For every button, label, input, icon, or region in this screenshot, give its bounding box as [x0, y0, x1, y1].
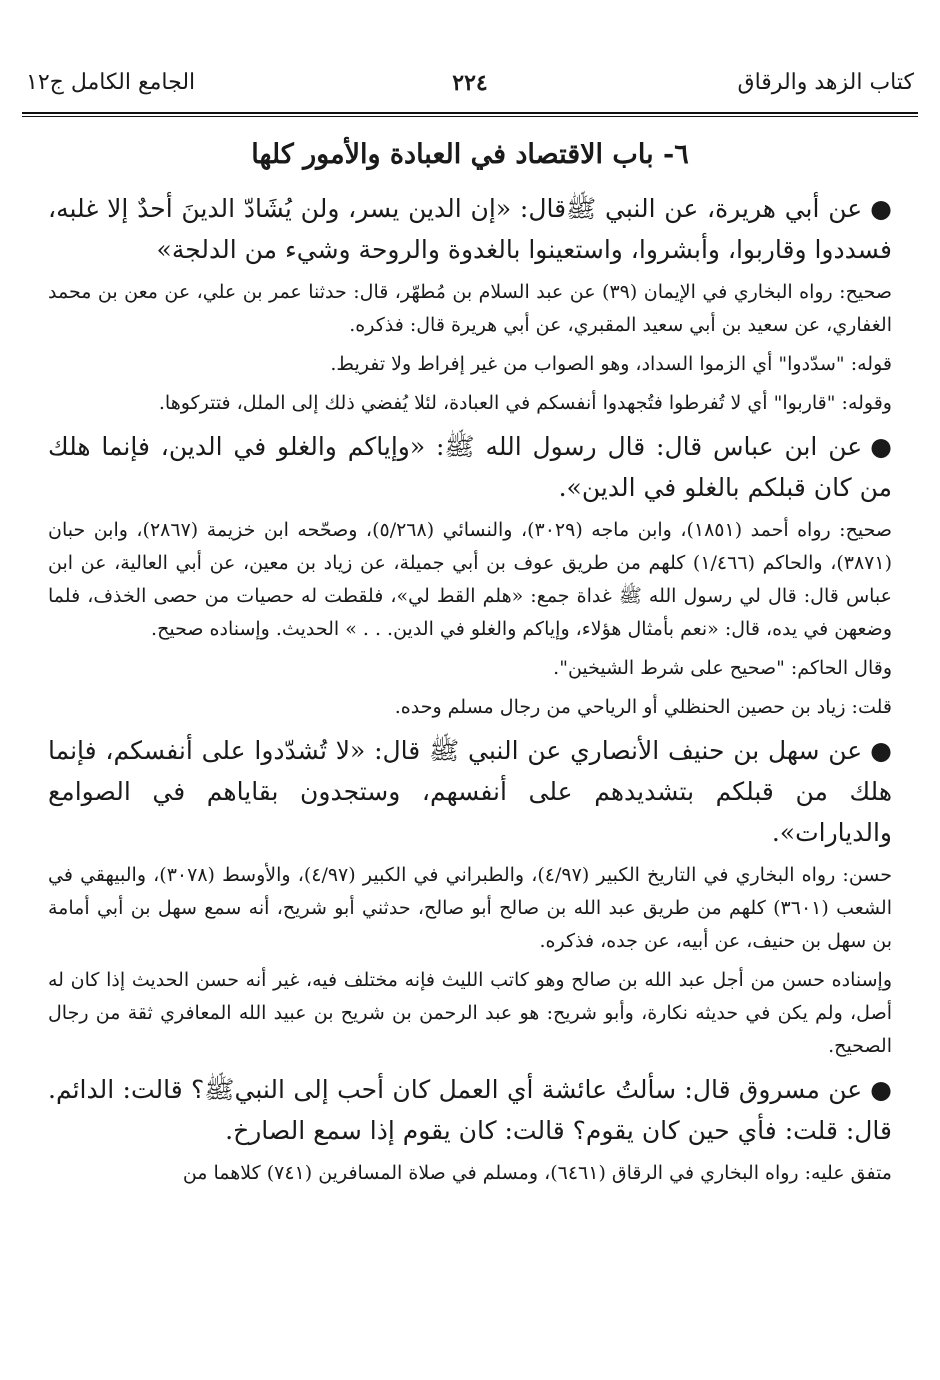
running-header: [26, 66, 914, 110]
hadith-paragraph: [48, 730, 892, 853]
paragraph-list: [48, 188, 892, 1190]
paragraph-text: عن أبي هريرة، عن النبي ﷺقال: «إن الدين يسر، ولن يُشَادّ الدينَ أحدٌ إلا غلبه، فسددوا وقاربوا، وأبشروا، واستعينوا بالغدوة والروحة وشيء من الدلجة»: [48, 194, 892, 264]
bullet-icon: ●: [870, 432, 892, 461]
commentary-paragraph: [48, 652, 892, 685]
commentary-paragraph: [48, 276, 892, 342]
paragraph-text: عن ابن عباس قال: قال رسول الله ﷺ: «وإياكم والغلو في الدين، فإنما هلك من كان قبلكم بالغلو في الدين».: [48, 432, 892, 502]
paragraph-text: عن سهل بن حنيف الأنصاري عن النبي ﷺ قال: «لا تُشدّدوا على أنفسكم، فإنما هلك من قبلكم بتشديدهم على أنفسهم، وستجدون بقاياهم في الصوامع والديارات».: [48, 736, 892, 847]
commentary-paragraph: [48, 859, 892, 958]
bullet-icon: ●: [870, 1075, 892, 1104]
commentary-paragraph: [48, 348, 892, 381]
header-volume: الجامع الكامل ج١٢: [26, 70, 196, 95]
paragraph-text: قوله: "سدّدوا" أي الزموا السداد، وهو الصواب من غير إفراط ولا تفريط.: [330, 353, 892, 375]
paragraph-text: عن مسروق قال: سألتُ عائشة أي العمل كان أحب إلى النبيﷺ؟ قالت: الدائم. قال: قلت: فأي حين كان يقوم؟ قالت: كان يقوم إذا سمع الصارخ.: [48, 1075, 892, 1145]
commentary-paragraph: [48, 514, 892, 646]
paragraph-text: وقوله: "قاربوا" أي لا تُفرطوا فتُجهدوا أنفسكم في العبادة، لئلا يُفضي ذلك إلى الملل، فتتركوها.: [158, 392, 892, 414]
header-rule-thin: [22, 116, 918, 117]
paragraph-text: صحيح: رواه أحمد (١٨٥١)، وابن ماجه (٣٠٢٩)، والنسائي (٥/٢٦٨)، وصحّحه ابن خزيمة (٢٨٦٧)، وابن حبان (٣٨٧١)، والحاكم (١/٤٦٦) كلهم من طريق عوف بن أبي جميلة، عن زياد بن معين، عن أبي العالية، عن ابن عباس قال: قال لي رسول الله ﷺ غداة جمع: «هلم القط لي»، فلقطت له حصيات من حصى الخذف، فلما وضعهن في يده، قال: «نعم بأمثال هؤلاء، وإياكم والغلو في الدين. . . » الحديث. وإسناده صحيح.: [48, 519, 892, 640]
bullet-icon: ●: [870, 736, 892, 765]
hadith-paragraph: [48, 426, 892, 508]
commentary-paragraph: [48, 1157, 892, 1190]
section-number: ٦-: [663, 139, 689, 170]
page-number: ٢٢٤: [452, 70, 488, 96]
bullet-icon: ●: [870, 194, 892, 223]
section-heading: باب الاقتصاد في العبادة والأمور كلها: [251, 139, 654, 170]
hadith-paragraph: [48, 188, 892, 270]
paragraph-text: متفق عليه: رواه البخاري في الرقاق (٦٤٦١)، ومسلم في صلاة المسافرين (٧٤١) كلاهما من: [182, 1162, 892, 1184]
header-book-title: كتاب الزهد والرقاق: [737, 70, 914, 95]
paragraph-text: وإسناده حسن من أجل عبد الله بن صالح وهو كاتب الليث فإنه مختلف فيه، غير أنه حسن الحديث إذا كان له أصل، ولم يكن في حديثه نكارة، وأبو شريح: هو عبد الرحمن بن شريح بن عبيد الله المعافري ثقة من رجال الصحيح.: [48, 969, 892, 1057]
hadith-paragraph: [48, 1069, 892, 1151]
paragraph-text: وقال الحاكم: "صحيح على شرط الشيخين".: [553, 657, 892, 679]
paragraph-text: صحيح: رواه البخاري في الإيمان (٣٩) عن عبد السلام بن مُطهّر، قال: حدثنا عمر بن علي، عن معن بن محمد الغفاري، عن سعيد بن أبي سعيد المقبري، عن أبي هريرة قال: فذكره.: [48, 281, 892, 336]
header-rule: [22, 112, 918, 114]
section-title: [48, 136, 892, 174]
paragraph-text: حسن: رواه البخاري في التاريخ الكبير (٤/٩٧)، والطبراني في الكبير (٤/٩٧)، والأوسط (٣٠٧٨)، والبيهقي في الشعب (٣٦٠١) كلهم من طريق عبد الله بن صالح أبو صالح، حدثني أبو شريح، أنه سمع سهل بن أبي أمامة بن سهل بن حنيف، عن أبيه، عن جده، فذكره.: [48, 864, 892, 952]
commentary-paragraph: [48, 691, 892, 724]
paragraph-text: قلت: زياد بن حصين الحنظلي أو الرياحي من رجال مسلم وحده.: [394, 696, 892, 718]
commentary-paragraph: [48, 387, 892, 420]
page-body: [48, 128, 892, 1196]
commentary-paragraph: [48, 964, 892, 1063]
